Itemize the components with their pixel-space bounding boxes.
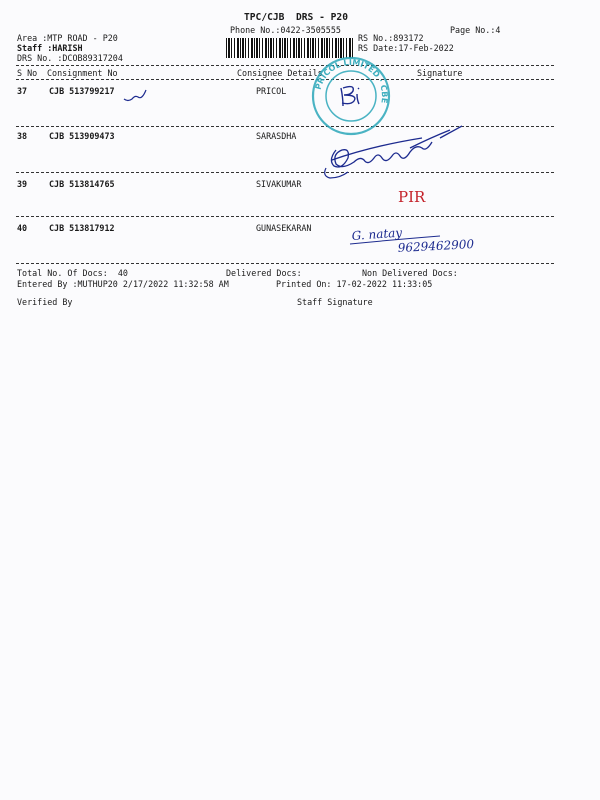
delivered-docs: Delivered Docs: (226, 268, 302, 278)
staff-signature-label: Staff Signature (297, 297, 373, 307)
pir-note: PIR (398, 188, 426, 206)
name-note: G. natay (351, 225, 403, 243)
staff-field: Staff :HARISH (17, 43, 83, 53)
row-consignment: CJB 513909473 (49, 131, 115, 141)
row-sno: 39 (17, 179, 28, 189)
row-sno: 40 (17, 223, 28, 233)
column-header-consignment: Consignment No (47, 68, 118, 78)
area-field: Area :MTP ROAD - P20 (17, 33, 118, 43)
rs-number: RS No.:893172 (358, 33, 424, 43)
tick-mark (124, 90, 146, 101)
company-stamp (313, 58, 389, 134)
rs-date: RS Date:17-Feb-2022 (358, 43, 454, 53)
row-consignee: SARASDHA (256, 131, 297, 141)
phone-note: 9629462900 (397, 237, 475, 255)
svg-text:PRICOL LIMITED · CBE: PRICOL LIMITED · CBE (313, 57, 390, 104)
row-sno: 38 (17, 131, 28, 141)
column-header-sno: S No (17, 68, 38, 78)
page-number: Page No.:4 (450, 25, 501, 35)
printed-on: Printed On: 17-02-2022 11:33:05 (276, 279, 433, 289)
phone-number: Phone No.:0422-3505555 (230, 25, 341, 35)
non-delivered-docs: Non Delivered Docs: (362, 268, 458, 278)
row-consignment: CJB 513817912 (49, 223, 115, 233)
row-consignee: PRICOL (256, 86, 287, 96)
column-header-consignee: Consignee Details (237, 68, 323, 78)
column-header-signature: Signature (417, 68, 463, 78)
verified-by: Verified By (17, 297, 73, 307)
entered-by: Entered By :MUTHUP20 2/17/2022 11:32:58 AM (17, 279, 229, 289)
row-sno: 37 (17, 86, 28, 96)
row-consignment: CJB 513799217 (49, 86, 115, 96)
drs-number: DRS No. :DCOB89317204 (17, 53, 123, 63)
row-consignee: GUNASEKARAN (256, 223, 312, 233)
total-docs: Total No. Of Docs: 40 (17, 268, 128, 278)
document-title: TPC/CJB DRS - P20 (244, 12, 348, 23)
row-consignee: SIVAKUMAR (256, 179, 302, 189)
row-consignment: CJB 513814765 (49, 179, 115, 189)
signature-scribble (331, 126, 462, 167)
